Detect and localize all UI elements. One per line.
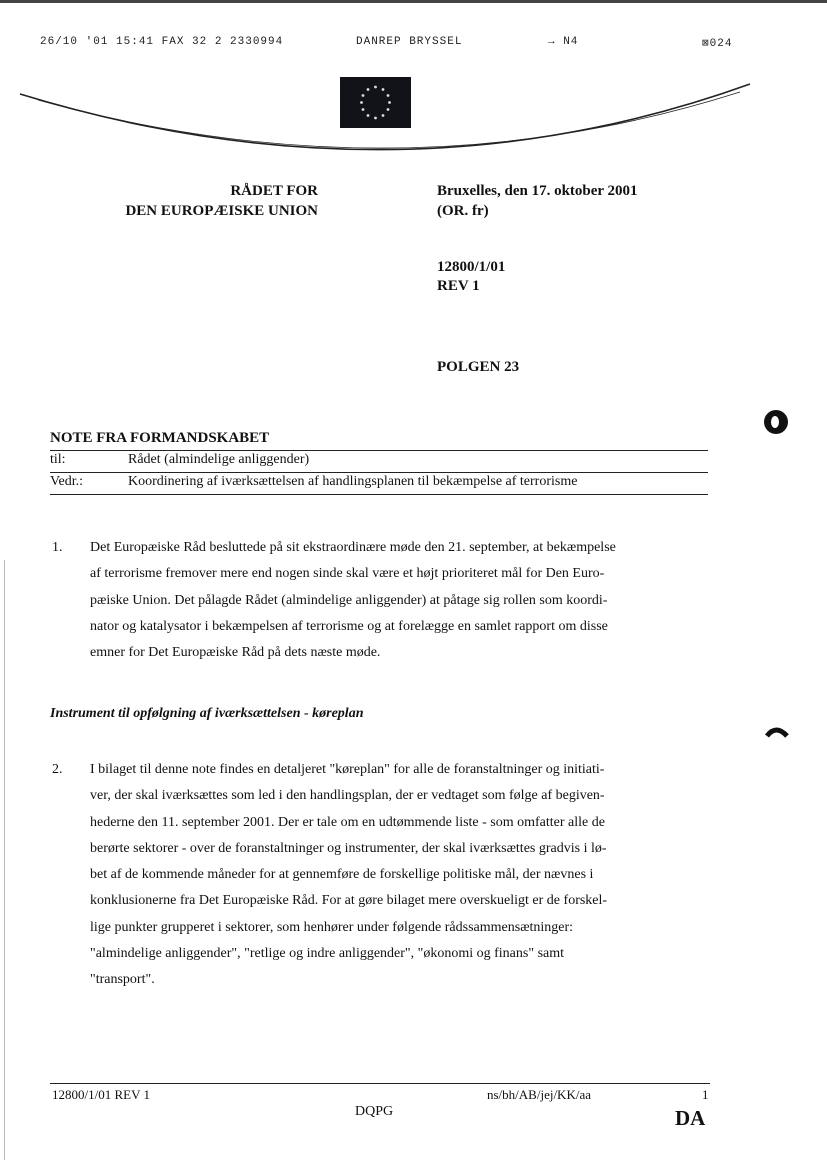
fax-header-sender: DANREP BRYSSEL xyxy=(356,36,463,48)
punch-hole-mark-lower xyxy=(764,724,790,750)
scan-top-border xyxy=(0,0,827,3)
para2-line: "transport". xyxy=(90,972,155,988)
para2-line: I bilaget til denne note findes en detaljeret "køreplan" for alle de foranstaltninger og initiati- xyxy=(90,762,605,777)
footer-rule xyxy=(50,1083,710,1084)
para1-line: emner for Det Europæiske Råd på dets næste møde. xyxy=(90,645,381,661)
para2-line: bet af de kommende måneder for at gennemføre de forskellige politiske mål, der nævnes i xyxy=(90,867,594,883)
para2-line: lige punkter grupperet i sektorer, som henhører under følgende rådssammensætninger: xyxy=(90,919,574,935)
letterhead-arc xyxy=(0,60,827,170)
footer-language: DA xyxy=(675,1106,706,1130)
footer-ref: 12800/1/01 REV 1 xyxy=(52,1087,150,1102)
rule-2 xyxy=(50,472,708,473)
fax-header-datetime: 26/10 '01 15:41 FAX 32 2 2330994 xyxy=(40,36,284,48)
para1-line: nator og katalysator i bekæmpelsen af terrorisme og at forelægge en samlet rapport om disse xyxy=(90,618,608,634)
issuer-line1: RÅDET FOR xyxy=(230,183,318,199)
subject-value: Koordinering af iværksættelsen af handlingsplanen til bekæmpelse af terrorisme xyxy=(128,474,578,489)
place-date: Bruxelles, den 17. oktober 2001 xyxy=(437,183,638,199)
para1-number: 1. xyxy=(52,540,63,555)
footer-initials: ns/bh/AB/jej/KK/aa xyxy=(487,1087,591,1102)
eu-flag-emblem-icon xyxy=(340,77,411,128)
issuer-line2: DEN EUROPÆISKE UNION xyxy=(125,203,318,219)
footer-dept: DQPG xyxy=(355,1104,394,1119)
para1-line: Det Europæiske Råd besluttede på sit ekstraordinære møde den 21. september, at bekæmpelse xyxy=(90,540,616,555)
revision: REV 1 xyxy=(437,278,480,294)
para2-line: "almindelige anliggender", "retlige og indre anliggender", "økonomi og finans" samt xyxy=(90,946,565,962)
para2-body xyxy=(90,757,710,994)
footer-page-number: 1 xyxy=(702,1087,709,1102)
rule-1 xyxy=(50,450,708,451)
original-language: (OR. fr) xyxy=(437,203,489,219)
para2-number: 2. xyxy=(52,762,63,777)
note-title: NOTE FRA FORMANDSKABET xyxy=(50,430,270,446)
fax-header-dest: → N4 xyxy=(548,36,579,48)
para2-line: ver, der skal iværksættes som led i den handlingsplan, der er vedtaget som følge af begiven- xyxy=(90,788,605,804)
para1-line: pæiske Union. Det pålagde Rådet (almindelige anliggender) at påtage sig rollen som koordi- xyxy=(90,592,608,608)
to-label: til: xyxy=(50,452,66,467)
rule-3 xyxy=(50,494,708,495)
fax-header-page: ⊠024 xyxy=(702,38,733,50)
para2-line: konklusionerne fra Det Europæiske Råd. For at gøre bilaget mere overskueligt er de forskel- xyxy=(90,893,608,909)
para1-line: af terrorisme fremover mere end nogen sinde skal være et højt prioriteret mål for Den Euro- xyxy=(90,566,605,582)
classification: POLGEN 23 xyxy=(437,359,520,375)
subject-label: Vedr.: xyxy=(50,474,84,489)
punch-hole-mark xyxy=(764,410,788,434)
para2-line: berørte sektorer - over de foranstaltninger og instrumenter, der skal iværksættes gradvis i lø- xyxy=(90,840,607,856)
para2-line: hederne den 11. september 2001. Der er tale om en udtømmende liste - som omfatter alle de xyxy=(90,814,605,830)
section-heading: Instrument til opfølgning af iværksættelsen - køreplan xyxy=(50,706,364,721)
para1-body xyxy=(90,535,710,666)
scan-margin-line xyxy=(4,560,5,1160)
to-value: Rådet (almindelige anliggender) xyxy=(128,452,310,467)
doc-number: 12800/1/01 xyxy=(437,259,506,275)
